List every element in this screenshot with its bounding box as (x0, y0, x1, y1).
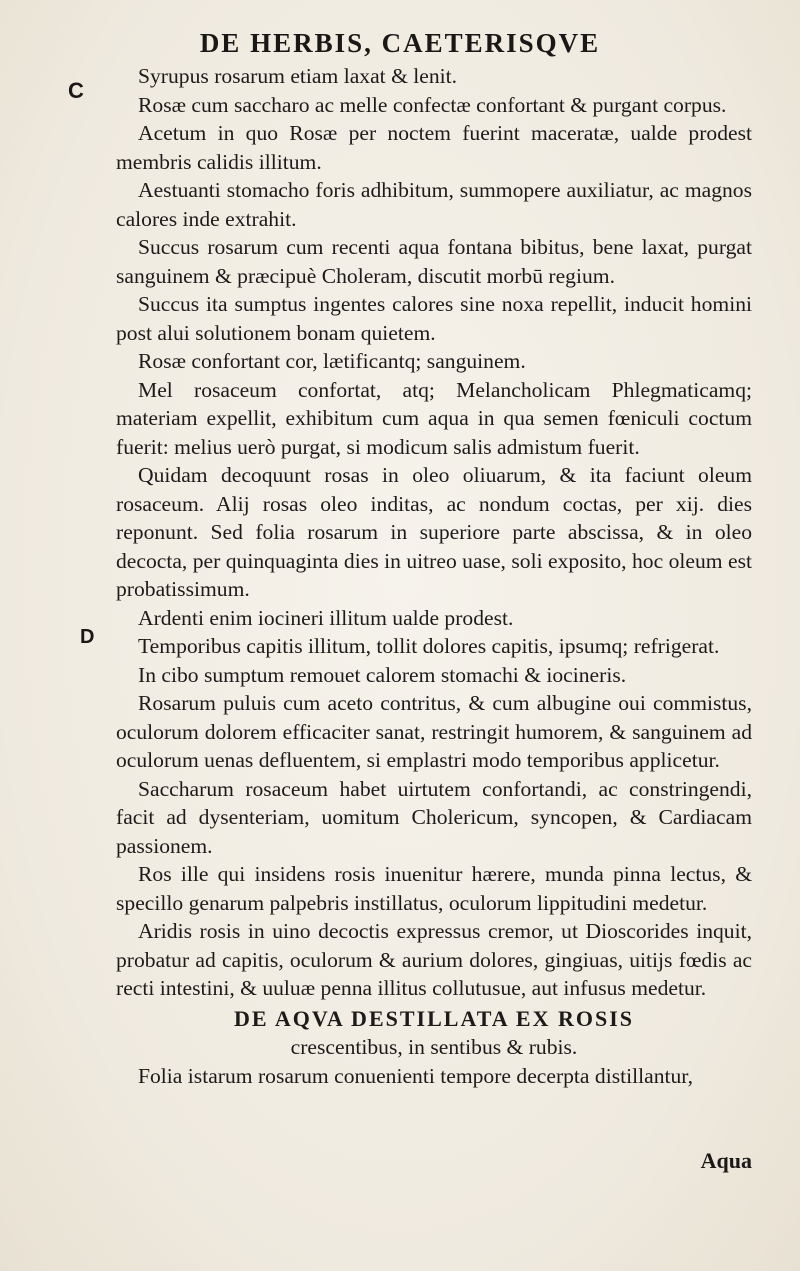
catchword: Aqua (700, 1148, 752, 1173)
running-header: DE HERBIS, CAETERISQVE (199, 28, 601, 58)
paragraph: Temporibus capitis illitum, tollit dolores capitis, ipsumq; refrigerat. (138, 634, 720, 658)
paragraph: Succus rosarum cum recenti aqua fontana bibitus, bene laxat, purgat sanguinem & præcipuè Choleram, discutit morbū regium. (116, 235, 752, 288)
paragraph: Acetum in quo Rosæ per noctem fuerint maceratæ, ualde prodest membris calidis illitum. (116, 121, 752, 174)
paragraph: Aridis rosis in uino decoctis expressus cremor, ut Dioscorides inquit, probatur ad capitis, oculorum & aurium dolores, gingiuas, uitijs fœdis ac recti intestini, & uuluæ penna illitus collutusue, aut infusus medetur. (116, 919, 752, 1000)
section-heading: DE AQVA DESTILLATA EX ROSIS (233, 1005, 635, 1031)
paragraph: Rosarum puluis cum aceto contritus, & cum albugine oui commistus, oculorum dolorem efficaciter sanat, restringit humorem, & sanguinem ad oculorum uenas defluentem, si emplastri modo temporibus applicetur. (116, 691, 752, 772)
paragraph: Rosæ confortant cor, lætificantq; sanguinem. (138, 349, 526, 373)
paragraph: Ros ille qui insidens rosis inuenitur hærere, munda pinna lectus, & specillo genarum palpebris instillatus, oculorum lippitudini medetur. (116, 862, 752, 915)
paragraph: Syrupus rosarum etiam laxat & lenit. (138, 64, 458, 88)
margin-letter-d: D (80, 626, 95, 648)
paragraph: Aestuanti stomacho foris adhibitum, summopere auxiliatur, ac magnos calores inde extrahit. (116, 178, 752, 231)
paragraph: Folia istarum rosarum conuenienti tempore decerpta distillantur, (138, 1063, 694, 1088)
margin-letter-c: C (68, 78, 84, 103)
paragraph: Succus ita sumptus ingentes calores sine noxa repellit, inducit homini post alui solutionem bonam quietem. (116, 292, 752, 345)
paragraph: Mel rosaceum confortat, atq; Melancholicam Phlegmaticamq; materiam expellit, exhibitum cum aqua in qua semen fœniculi coctum fuerit: melius uerò purgat, si modicum salis admistum fuerit. (116, 377, 752, 459)
paragraph: Quidam decoquunt rosas in oleo oliuarum, & ita faciunt oleum rosaceum. Alij rosas oleo inditas, ac nondum coctas, per xij. dies reponunt. Sed folia rosarum in superiore parte abscissa, & in oleo decocta, per quinquaginta dies in uitreo uase, soli exposito, hoc oleum est probatissimum. (116, 463, 752, 601)
paragraph: Ardenti enim iocineri illitum ualde prodest. (138, 605, 514, 630)
paragraph: Saccharum rosaceum habet uirtutem confortandi, ac constringendi, facit ad dysenteriam, uomitum Cholericum, syncopen, & Cardiacam passionem. (116, 776, 752, 858)
paragraph: Rosæ cum saccharo ac melle confectæ confortant & purgant corpus. (138, 92, 727, 117)
paragraph: In cibo sumptum remouet calorem stomachi & iocineris. (138, 662, 627, 687)
body-text (116, 62, 752, 1090)
section-subheading: crescentibus, in sentibus & rubis. (290, 1035, 578, 1059)
